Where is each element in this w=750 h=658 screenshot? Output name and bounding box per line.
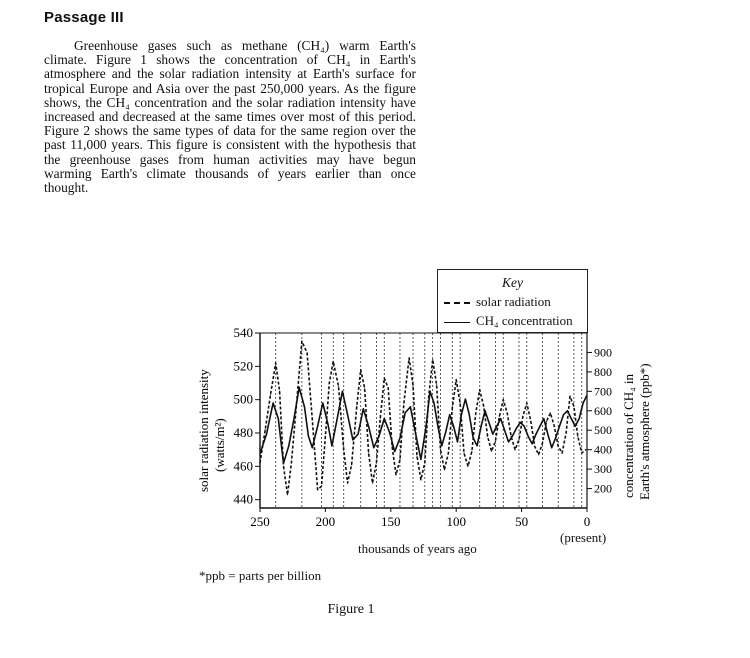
point-solar-radiation: [364, 387, 365, 388]
point-ch4-concentration: [555, 437, 556, 438]
point-ch4-concentration: [539, 426, 540, 427]
point-ch4-concentration: [266, 434, 267, 435]
point-solar-radiation: [585, 449, 586, 450]
point-solar-radiation: [399, 459, 400, 460]
x-tick-label: 200: [315, 514, 336, 529]
point-ch4-concentration: [378, 436, 379, 437]
point-ch4-concentration: [492, 434, 493, 435]
point-solar-radiation: [526, 402, 527, 403]
point-ch4-concentration: [312, 447, 313, 448]
x-axis-present-label: (present): [560, 530, 607, 545]
y-axis-left-title: solar radiation intensity: [196, 369, 211, 492]
point-solar-radiation: [440, 449, 441, 450]
legend-label-solar: solar radiation: [476, 294, 551, 309]
point-solar-radiation: [412, 384, 413, 385]
point-ch4-concentration: [273, 402, 274, 403]
point-ch4-concentration: [288, 445, 289, 446]
point-solar-radiation: [403, 402, 404, 403]
point-solar-radiation: [495, 441, 496, 442]
y-left-tick-label: 500: [233, 391, 253, 407]
point-solar-radiation: [321, 486, 322, 487]
y-axis-right-title-line1: concentration of CH₄ in: [621, 373, 636, 498]
point-ch4-concentration: [308, 436, 309, 437]
point-solar-radiation: [351, 464, 352, 465]
y-left-tick-label: 540: [233, 325, 253, 340]
point-ch4-concentration: [363, 408, 364, 409]
point-solar-radiation: [577, 436, 578, 437]
point-ch4-concentration: [488, 422, 489, 423]
point-ch4-concentration: [429, 391, 430, 392]
point-ch4-concentration: [579, 418, 580, 419]
legend-label-ch4: CH₄ concentration: [476, 313, 573, 328]
point-solar-radiation: [307, 352, 308, 353]
point-ch4-concentration: [496, 426, 497, 427]
point-ch4-concentration: [433, 402, 434, 403]
point-solar-radiation: [448, 452, 449, 453]
point-solar-radiation: [542, 442, 543, 443]
point-solar-radiation: [554, 426, 555, 427]
point-ch4-concentration: [563, 414, 564, 415]
point-ch4-concentration: [342, 391, 343, 392]
point-solar-radiation: [360, 369, 361, 370]
x-tick-label: 50: [515, 514, 529, 529]
point-solar-radiation: [487, 436, 488, 437]
point-ch4-concentration: [520, 422, 521, 423]
point-solar-radiation: [420, 479, 421, 480]
point-solar-radiation: [380, 417, 381, 418]
point-ch4-concentration: [399, 437, 400, 438]
point-ch4-concentration: [373, 447, 374, 448]
point-solar-radiation: [534, 446, 535, 447]
point-ch4-concentration: [516, 428, 517, 429]
point-ch4-concentration: [389, 432, 390, 433]
point-ch4-concentration: [473, 437, 474, 438]
point-solar-radiation: [317, 489, 318, 490]
point-solar-radiation: [301, 341, 302, 342]
point-ch4-concentration: [481, 426, 482, 427]
point-ch4-concentration: [559, 426, 560, 427]
legend-item-ch4: [444, 313, 573, 329]
passage-heading: Passage III: [44, 9, 124, 26]
y-left-tick-label: 440: [233, 491, 253, 507]
point-solar-radiation: [329, 382, 330, 383]
y-left-tick-label: 480: [233, 425, 253, 440]
point-solar-radiation: [283, 466, 284, 467]
point-ch4-concentration: [293, 418, 294, 419]
point-ch4-concentration: [426, 426, 427, 427]
point-ch4-concentration: [528, 436, 529, 437]
point-solar-radiation: [499, 416, 500, 417]
point-ch4-concentration: [410, 406, 411, 407]
legend-swatch-dashed: [444, 302, 470, 304]
point-solar-radiation: [562, 452, 563, 453]
y-axis-left-units: (watts/m²): [212, 418, 227, 472]
point-ch4-concentration: [571, 418, 572, 419]
point-ch4-concentration: [327, 424, 328, 425]
point-ch4-concentration: [567, 410, 568, 411]
point-solar-radiation: [444, 469, 445, 470]
x-tick-label: 100: [446, 514, 466, 529]
chart-legend: [437, 269, 588, 333]
point-solar-radiation: [312, 419, 313, 420]
point-ch4-concentration: [304, 406, 305, 407]
passage-paragraph: Greenhouse gases such as methane (CH₄) warm Earth's climate. Figure 1 shows the concentration of CH₄ in Earth's atmosphere and the solar radiation intensity at Earth's surface for tropical Europe and Asia over the past 250,000 years. As the figure shows, the CH₄ concentration and the solar radiation intensity have increased and decreased at the same times over most of this period. Figure 2 shows the same types of data for the same region over the past 11,000 years. This figure is consistent with the hypothesis that the greenhouse gases from human activities may have begun warming Earth's climate thousands of years earlier than once thought.: [44, 38, 416, 196]
point-ch4-concentration: [405, 412, 406, 413]
point-ch4-concentration: [441, 445, 442, 446]
point-ch4-concentration: [457, 441, 458, 442]
y-axis-left-label: [196, 352, 232, 492]
point-solar-radiation: [432, 359, 433, 360]
point-ch4-concentration: [465, 399, 466, 400]
point-solar-radiation: [287, 494, 288, 495]
point-solar-radiation: [368, 452, 369, 453]
legend-swatch-solid: [444, 322, 470, 323]
y-right-tick-label: 200: [594, 481, 612, 496]
point-ch4-concentration: [575, 426, 576, 427]
y-right-tick-label: 800: [594, 364, 612, 379]
point-ch4-concentration: [547, 434, 548, 435]
point-ch4-concentration: [532, 443, 533, 444]
point-solar-radiation: [507, 412, 508, 413]
legend-title: Key: [502, 275, 523, 290]
point-solar-radiation: [275, 362, 276, 363]
figure-caption-wrap: [0, 600, 750, 618]
point-ch4-concentration: [337, 418, 338, 419]
point-ch4-concentration: [500, 418, 501, 419]
point-solar-radiation: [460, 402, 461, 403]
point-solar-radiation: [491, 451, 492, 452]
point-ch4-concentration: [469, 414, 470, 415]
point-solar-radiation: [356, 406, 357, 407]
point-ch4-concentration: [394, 451, 395, 452]
point-solar-radiation: [546, 421, 547, 422]
point-solar-radiation: [388, 387, 389, 388]
point-solar-radiation: [467, 466, 468, 467]
point-solar-radiation: [483, 406, 484, 407]
point-ch4-concentration: [384, 418, 385, 419]
y-right-tick-label: 400: [594, 442, 612, 457]
point-ch4-concentration: [551, 447, 552, 448]
point-ch4-concentration: [331, 445, 332, 446]
chart-ticks: [234, 325, 613, 529]
point-solar-radiation: [347, 482, 348, 483]
point-solar-radiation: [452, 407, 453, 408]
point-ch4-concentration: [259, 453, 260, 454]
point-solar-radiation: [291, 462, 292, 463]
chart-axes: [260, 333, 587, 508]
point-ch4-concentration: [453, 426, 454, 427]
point-solar-radiation: [384, 377, 385, 378]
point-ch4-concentration: [317, 426, 318, 427]
point-ch4-concentration: [420, 459, 421, 460]
point-solar-radiation: [538, 454, 539, 455]
y-right-tick-label: 300: [594, 462, 612, 477]
point-solar-radiation: [395, 474, 396, 475]
point-solar-radiation: [279, 391, 280, 392]
point-solar-radiation: [409, 357, 410, 358]
x-axis-label: thousands of years ago: [358, 541, 477, 556]
point-solar-radiation: [503, 399, 504, 400]
series-line-solar-radiation: [260, 341, 586, 494]
point-ch4-concentration: [299, 387, 300, 388]
y-axis-right-title-line2: Earth's atmosphere (ppb*): [637, 363, 652, 500]
point-solar-radiation: [259, 462, 260, 463]
point-solar-radiation: [456, 379, 457, 380]
y-left-tick-label: 460: [233, 458, 253, 474]
point-ch4-concentration: [477, 445, 478, 446]
point-solar-radiation: [518, 439, 519, 440]
point-solar-radiation: [424, 462, 425, 463]
point-ch4-concentration: [524, 426, 525, 427]
point-ch4-concentration: [322, 402, 323, 403]
point-solar-radiation: [372, 482, 373, 483]
y-left-tick-label: 520: [233, 358, 253, 374]
point-solar-radiation: [325, 436, 326, 437]
point-ch4-concentration: [368, 426, 369, 427]
point-solar-radiation: [550, 412, 551, 413]
point-ch4-concentration: [278, 418, 279, 419]
chart-series: [259, 341, 587, 496]
point-solar-radiation: [569, 396, 570, 397]
point-ch4-concentration: [583, 402, 584, 403]
point-ch4-concentration: [543, 418, 544, 419]
point-solar-radiation: [530, 421, 531, 422]
x-tick-label: 250: [250, 514, 270, 529]
point-solar-radiation: [471, 451, 472, 452]
point-solar-radiation: [270, 394, 271, 395]
y-axis-right-label: [620, 350, 662, 500]
point-ch4-concentration: [535, 434, 536, 435]
footnote: *ppb = parts per billion: [199, 568, 322, 583]
point-ch4-concentration: [283, 463, 284, 464]
point-ch4-concentration: [504, 430, 505, 431]
point-ch4-concentration: [437, 426, 438, 427]
figure-caption: Figure 1: [327, 602, 375, 617]
point-solar-radiation: [265, 429, 266, 430]
point-solar-radiation: [463, 452, 464, 453]
point-solar-radiation: [581, 452, 582, 453]
point-solar-radiation: [436, 384, 437, 385]
point-solar-radiation: [376, 462, 377, 463]
point-solar-radiation: [416, 456, 417, 457]
point-solar-radiation: [479, 389, 480, 390]
point-ch4-concentration: [449, 414, 450, 415]
point-solar-radiation: [338, 386, 339, 387]
y-right-tick-label: 700: [594, 384, 612, 399]
x-tick-label: 0: [583, 514, 591, 529]
point-ch4-concentration: [586, 395, 587, 396]
point-ch4-concentration: [445, 432, 446, 433]
point-solar-radiation: [515, 449, 516, 450]
point-solar-radiation: [522, 416, 523, 417]
y-right-tick-label: 500: [594, 423, 612, 438]
point-ch4-concentration: [484, 410, 485, 411]
point-ch4-concentration: [415, 434, 416, 435]
point-ch4-concentration: [461, 414, 462, 415]
y-right-tick-label: 900: [594, 345, 612, 360]
point-ch4-concentration: [508, 441, 509, 442]
point-solar-radiation: [343, 449, 344, 450]
point-ch4-concentration: [352, 439, 353, 440]
point-ch4-concentration: [358, 434, 359, 435]
point-solar-radiation: [573, 406, 574, 407]
x-tick-label: 150: [381, 514, 401, 529]
point-solar-radiation: [566, 432, 567, 433]
point-ch4-concentration: [512, 436, 513, 437]
point-solar-radiation: [333, 361, 334, 362]
point-solar-radiation: [558, 446, 559, 447]
point-solar-radiation: [475, 412, 476, 413]
point-ch4-concentration: [347, 414, 348, 415]
legend-item-solar: [444, 294, 551, 310]
y-right-tick-label: 600: [594, 403, 612, 418]
